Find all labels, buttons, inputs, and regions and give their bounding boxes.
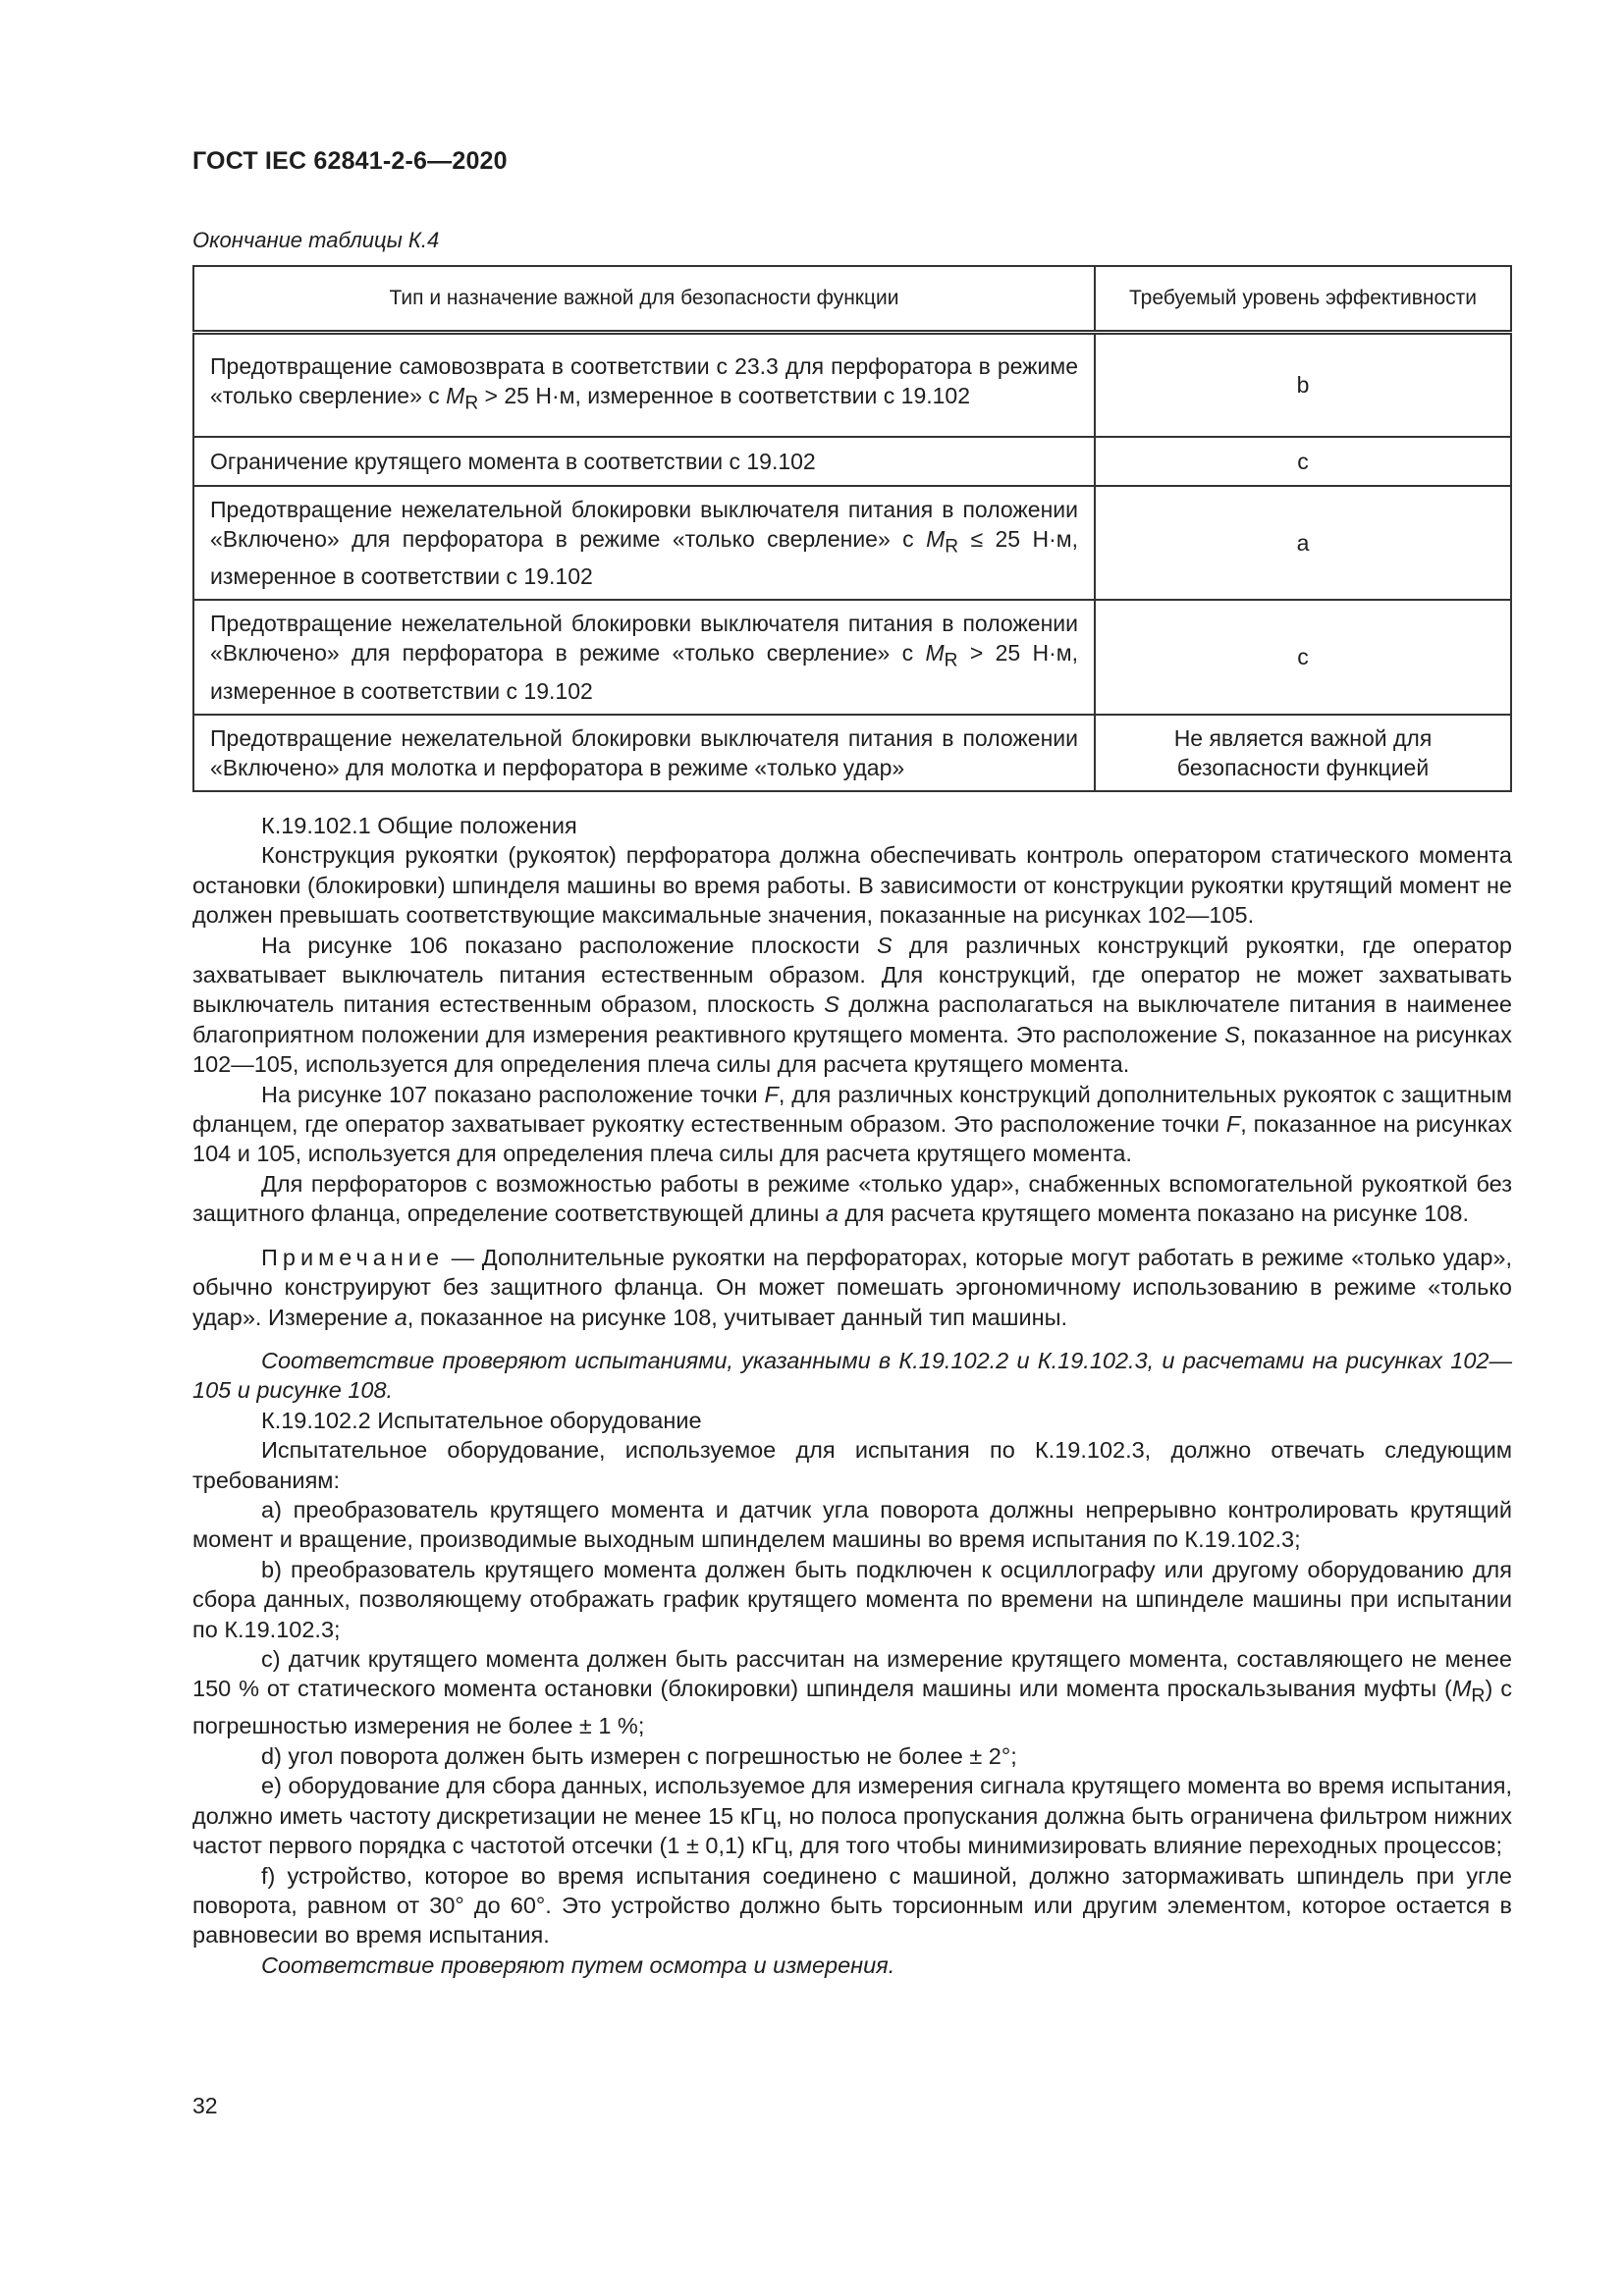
- paragraph: Для перфораторов с возможностью работы в режиме «только удар», снабженных вспомогательной рукояткой без защитного фланца, определение соответствующей длины a для расчета крутящего момента показано на рисунке 108.: [192, 1170, 1512, 1227]
- list-item: b) преобразователь крутящего момента должен быть подключен к осциллографу или другому оборудованию для сбора данных, позволяющему отображать график крутящего момента по времени на шпинделе машины при испытании по К.19.102.3;: [192, 1556, 1512, 1642]
- level-cell: c: [1095, 600, 1511, 715]
- paragraph: На рисунке 107 показано расположение точки F, для различных конструкций дополнительных рукояток с защитным фланцем, где оператор захватывает рукоятку естественным образом. Это расположение точки F, показанное на рисунках 104 и 105, используется для определения плеча силы для расчета крутящего момента.: [192, 1081, 1512, 1167]
- function-cell: Ограничение крутящего момента в соответствии с 19.102: [193, 437, 1095, 486]
- column-header-function: Тип и назначение важной для безопасности функции: [193, 266, 1095, 333]
- paragraph: Испытательное оборудование, используемое для испытания по К.19.102.3, должно отвечать следующим требованиям:: [192, 1437, 1512, 1493]
- table-header-row: [193, 266, 1511, 333]
- body-text: [192, 811, 1512, 1980]
- table-k4: [192, 265, 1512, 792]
- table-caption: Окончание таблицы К.4: [192, 228, 440, 252]
- note-label: Примечание: [261, 1244, 445, 1270]
- section-heading: К.19.102.2 Испытательное оборудование: [261, 1407, 702, 1433]
- note-paragraph: Примечание — Дополнительные рукоятки на перфораторах, которые могут работать в режиме «только удар», обычно конструируют без защитного фланца. Он может помешать эргономичному использованию в режиме «только удар». Измерение а, показанное на рисунке 108, учитывает данный тип машины.: [192, 1244, 1512, 1330]
- section-heading: К.19.102.1 Общие положения: [261, 813, 577, 838]
- level-cell: c: [1095, 437, 1511, 486]
- document-code: ГОСТ IEC 62841-2-6—2020: [192, 147, 508, 175]
- table-row: [193, 715, 1511, 791]
- column-header-level: Требуемый уровень эффективности: [1095, 266, 1511, 333]
- paragraph: Конструкция рукоятки (рукояток) перфоратора должна обеспечивать контроль оператором статического момента остановки (блокировки) шпинделя машины во время работы. В зависимости от конструкции рукоятки крутящий момент не должен превышать соответствующие максимальные значения, показанные на рисунках 102—105.: [192, 842, 1512, 929]
- table-row: [193, 600, 1511, 715]
- page-number: 32: [192, 2093, 218, 2118]
- table-row: [193, 333, 1511, 437]
- compliance-paragraph: Соответствие проверяют испытаниями, указанными в К.19.102.2 и К.19.102.3, и расчетами на рисунках 102—105 и рисунке 108.: [192, 1347, 1512, 1404]
- list-item: c) датчик крутящего момента должен быть рассчитан на измерение крутящего момента, составляющего не менее 150 % от статического момента остановки (блокировки) шпинделя машины или момента проскальзывания муфты $(M_R)$ с погрешностью измерения не более ± 1 %;: [192, 1645, 1513, 1739]
- level-cell: Не является важной для безопасности функцией: [1095, 715, 1511, 791]
- level-cell: a: [1095, 486, 1511, 601]
- compliance-paragraph: Соответствие проверяют путем осмотра и измерения.: [261, 1951, 895, 1978]
- list-item: a) преобразователь крутящего момента и датчик угла поворота должны непрерывно контролировать крутящий момент и вращение, производимые выходным шпинделем машины во время испытания по К.19.102.3;: [192, 1496, 1512, 1553]
- function-cell: Предотвращение самовозврата в соответствии с 23.3 для перфоратора в режиме «только сверление» с $M_R > 25$ Н·м, измеренное в соответствии с 19.102: [193, 333, 1095, 437]
- list-item: e) оборудование для сбора данных, используемое для измерения сигнала крутящего момента во время испытания, должно иметь частоту дискретизации не менее 15 кГц, но полоса пропускания должна быть ограничена фильтром нижних частот первого порядка с частотой отсечки (1 ± 0,1) кГц, для того чтобы минимизировать влияние переходных процессов;: [192, 1773, 1512, 1859]
- function-cell: Предотвращение нежелательной блокировки выключателя питания в положении «Включено» для перфоратора в режиме «только сверление» с $M_R \le 25$ Н·м, измеренное в соответствии с 19.102: [193, 486, 1095, 601]
- function-cell: Предотвращение нежелательной блокировки выключателя питания в положении «Включено» для перфоратора в режиме «только сверление» с $M_R > 25$ Н·м, измеренное в соответствии с 19.102: [193, 600, 1095, 715]
- level-cell: b: [1095, 333, 1511, 437]
- table-row: [193, 486, 1511, 601]
- paragraph: На рисунке 106 показано расположение плоскости S для различных конструкций рукоятки, где оператор захватывает выключатель питания естественным образом. Для конструкций, где оператор не может захватывать выключатель питания естественным образом, плоскость S должна располагаться на выключателе питания в наименее благоприятном положении для измерения реактивного крутящего момента. Это расположение S, показанное на рисунках 102—105, используется для определения плеча силы для расчета крутящего момента.: [192, 932, 1512, 1078]
- list-item: d) угол поворота должен быть измерен с погрешностью не более ± 2°;: [261, 1742, 1017, 1769]
- function-cell: Предотвращение нежелательной блокировки выключателя питания в положении «Включено» для молотка и перфоратора в режиме «только удар»: [193, 715, 1095, 791]
- list-item: f) устройство, которое во время испытания соединено с машиной, должно затормаживать шпиндель при угле поворота, равном от 30° до 60°. Это устройство должно быть торсионным или другим элементом, которое остается в равновесии во время испытания.: [192, 1862, 1512, 1949]
- table-row: [193, 437, 1511, 486]
